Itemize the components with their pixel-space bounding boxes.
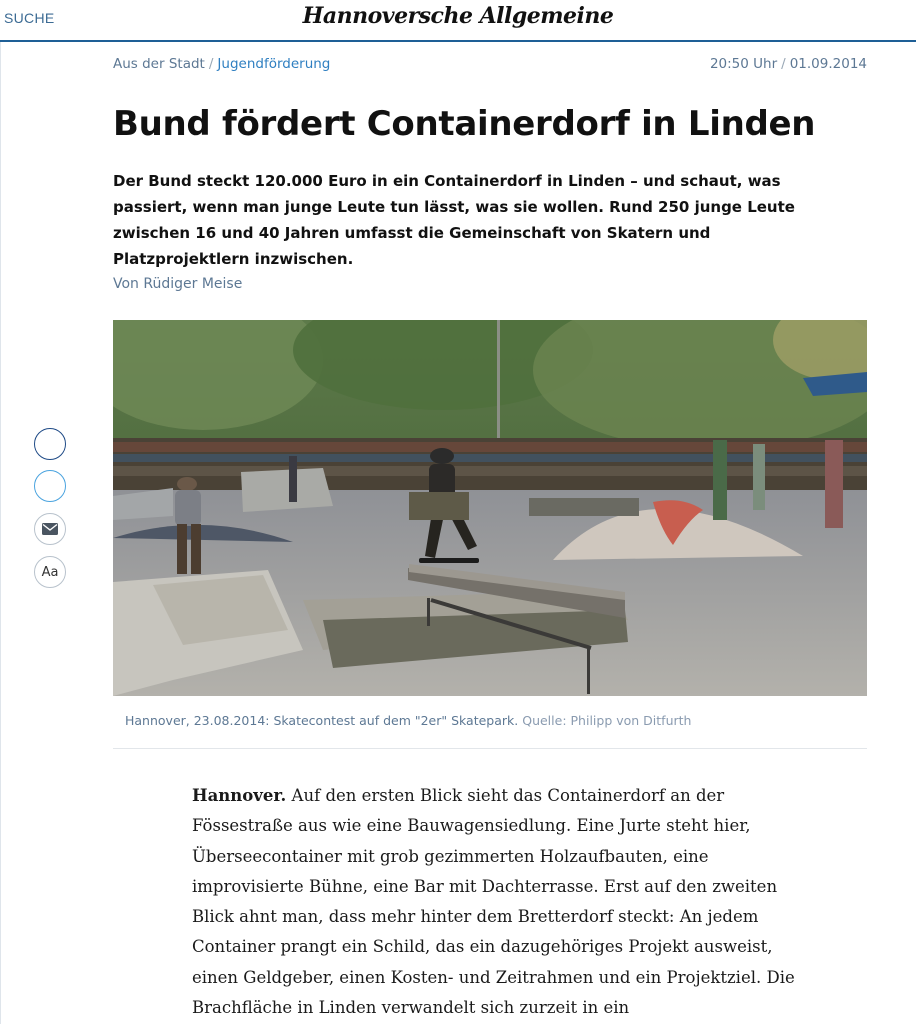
caption-text: Hannover, 23.08.2014: Skatecontest auf dem "2er" Skatepark. (125, 713, 519, 728)
font-size-icon: Aa (41, 564, 59, 580)
article-body-text: Auf den ersten Blick sieht das Containerdorf an der Fössestraße aus wie eine Bauwagensiedlung. Eine Jurte steht hier, Überseecontainer mit grob gezimmerten Holzaufbauten, eine improvisierte Bühne, eine Bar mit Dachterrasse. Erst auf den zweiten Blick ahnt man, dass mehr hinter dem Bretterdorf steckt: An jedem Container prangt ein Schild, das ein dazugehöriges Projekt ausweist, einen Geldgeber, einen Kosten- und Zeitrahmen und ein Projektziel. Die Brachfläche in Linden verwandelt sich zurzeit in ein (192, 786, 795, 1018)
page-edge-line (0, 42, 1, 1024)
breadcrumb (113, 56, 330, 72)
article-author[interactable]: Von Rüdiger Meise (113, 276, 243, 292)
facebook-share-button[interactable] (34, 428, 66, 460)
article-photo[interactable] (113, 320, 867, 696)
breadcrumb-separator: / (208, 56, 214, 72)
photo-credit: Quelle: Philipp von Ditfurth (522, 713, 692, 728)
article-meta (113, 56, 867, 76)
twitter-share-button[interactable] (34, 470, 66, 502)
font-size-button[interactable] (34, 556, 66, 588)
photo-caption (125, 713, 691, 728)
publish-time: 20:50 Uhr (709, 56, 778, 72)
article-teaser: Der Bund steckt 120.000 Euro in ein Containerdorf in Linden – und schaut, was passiert, wenn man junge Leute tun lässt, was sie wollen. Rund 250 junge Leute zwischen 16 und 40 Jahren umfasst die Gemeinschaft von Skatern und Platzprojektlern inzwischen. (113, 172, 795, 268)
article-body (192, 781, 802, 1023)
breadcrumb-section-link[interactable]: Aus der Stadt (113, 56, 205, 72)
publish-date: 01.09.2014 (789, 56, 867, 72)
article-dateline: Hannover. (192, 786, 287, 805)
search-link[interactable]: SUCHE (4, 10, 55, 26)
breadcrumb-subsection-link[interactable]: Jugendförderung (217, 56, 331, 72)
timestamp-separator: / (781, 56, 786, 72)
publish-timestamp (710, 56, 867, 72)
article-headline: Bund fördert Containerdorf in Linden (113, 104, 816, 144)
caption-divider (113, 748, 867, 749)
mail-icon (42, 523, 58, 535)
site-logo[interactable]: Hannoversche Allgemeine (302, 3, 614, 29)
skatepark-image (113, 320, 867, 696)
site-header (0, 0, 916, 42)
mail-share-button[interactable] (34, 513, 66, 545)
